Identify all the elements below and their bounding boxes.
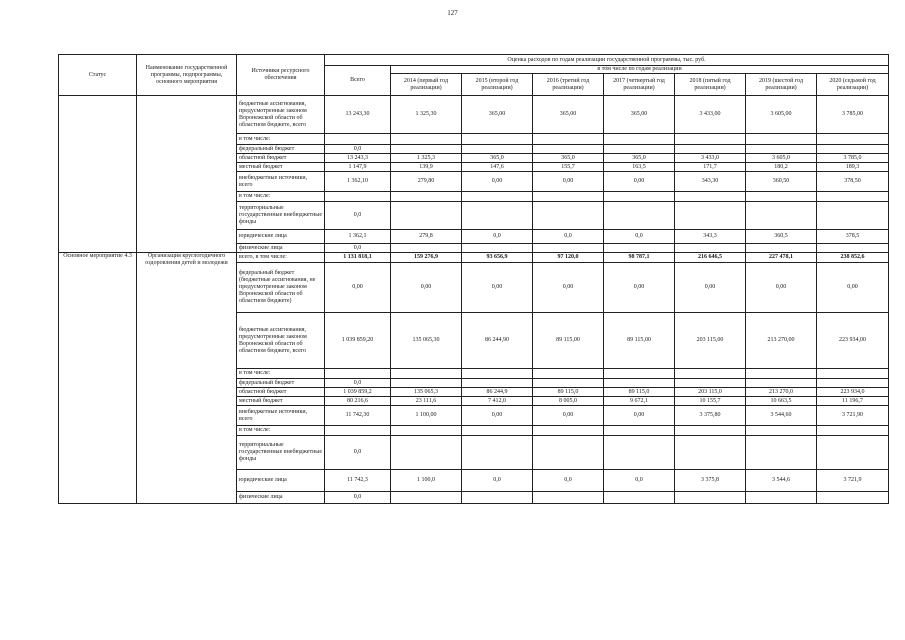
total-value: 0,0 — [325, 492, 391, 504]
header-year: 2017 (четвертый год реализации) — [604, 74, 675, 96]
year-value — [462, 145, 533, 154]
year-value: 1 325,30 — [391, 96, 462, 134]
source-label: территориальные государственные внебюджетные фонды — [237, 202, 325, 230]
year-value: 0,0 — [462, 230, 533, 244]
year-value: 171,7 — [675, 163, 746, 172]
year-value: 97 120,0 — [533, 253, 604, 263]
year-value — [391, 492, 462, 504]
year-value — [746, 492, 817, 504]
year-value: 0,00 — [462, 406, 533, 426]
total-value: 0,00 — [325, 263, 391, 313]
year-value — [604, 369, 675, 379]
total-value: 11 742,3 — [325, 470, 391, 492]
year-value — [533, 244, 604, 253]
year-value — [604, 436, 675, 470]
year-value — [462, 369, 533, 379]
year-value — [604, 134, 675, 145]
year-value — [391, 436, 462, 470]
year-value: 343,3 — [675, 230, 746, 244]
year-value: 135 065,3 — [391, 388, 462, 397]
source-label: всего, в том числе: — [237, 253, 325, 263]
year-value: 0,0 — [462, 470, 533, 492]
source-label: областной бюджет — [237, 388, 325, 397]
source-label: местный бюджет — [237, 397, 325, 406]
year-value: 0,00 — [817, 263, 889, 313]
source-label: внебюджетные источники, всего — [237, 406, 325, 426]
year-value — [533, 379, 604, 388]
year-value: 279,8 — [391, 230, 462, 244]
year-value: 0,00 — [604, 406, 675, 426]
year-value: 135 065,30 — [391, 313, 462, 369]
year-value — [533, 134, 604, 145]
year-value: 0,00 — [746, 263, 817, 313]
year-value: 11 196,7 — [817, 397, 889, 406]
year-value — [746, 244, 817, 253]
header-year: 2015 (второй год реализации) — [462, 74, 533, 96]
year-value: 1 325,3 — [391, 154, 462, 163]
year-value — [391, 244, 462, 253]
year-value: 3 605,0 — [746, 154, 817, 163]
year-value: 203 115,00 — [675, 313, 746, 369]
source-label: федеральный бюджет — [237, 145, 325, 154]
year-value — [746, 145, 817, 154]
year-value — [533, 436, 604, 470]
year-value: 227 478,1 — [746, 253, 817, 263]
year-value: 0,00 — [462, 263, 533, 313]
total-value — [325, 192, 391, 202]
total-value: 13 243,30 — [325, 96, 391, 134]
total-value: 1 131 818,1 — [325, 253, 391, 263]
year-value: 10 155,7 — [675, 397, 746, 406]
year-value — [746, 436, 817, 470]
year-value: 3 721,9 — [817, 470, 889, 492]
row-name — [137, 96, 237, 253]
year-value — [533, 369, 604, 379]
year-value: 180,2 — [746, 163, 817, 172]
source-label: в том числе: — [237, 369, 325, 379]
year-value: 0,00 — [533, 406, 604, 426]
year-value: 1 100,00 — [391, 406, 462, 426]
year-value — [746, 192, 817, 202]
total-value — [325, 426, 391, 436]
year-value: 189,3 — [817, 163, 889, 172]
header-name: Наименование государственной программы, подпрограммы, основного мероприятия — [137, 55, 237, 96]
total-value: 0,0 — [325, 202, 391, 230]
year-value — [675, 244, 746, 253]
header-status: Статус — [59, 55, 137, 96]
source-label: бюджетные ассигнования, предусмотренные законом Воронежской области об областном бюджете, всего — [237, 313, 325, 369]
year-value — [675, 192, 746, 202]
year-value: 365,00 — [604, 96, 675, 134]
source-label: физические лица — [237, 244, 325, 253]
table-row — [59, 253, 889, 263]
year-value: 223 934,0 — [817, 388, 889, 397]
year-value: 343,30 — [675, 172, 746, 192]
year-value: 213 270,00 — [746, 313, 817, 369]
source-label: в том числе: — [237, 426, 325, 436]
year-value: 3 433,00 — [675, 96, 746, 134]
year-value: 0,00 — [604, 172, 675, 192]
year-value — [675, 426, 746, 436]
year-value: 213 270,0 — [746, 388, 817, 397]
year-value — [817, 426, 889, 436]
year-value: 378,5 — [817, 230, 889, 244]
year-value: 7 412,0 — [462, 397, 533, 406]
year-value — [604, 244, 675, 253]
year-value — [533, 145, 604, 154]
year-value — [462, 436, 533, 470]
header-year: 2020 (седьмой год реализации) — [817, 74, 889, 96]
year-value: 23 111,6 — [391, 397, 462, 406]
year-value: 3 785,00 — [817, 96, 889, 134]
page-number: 127 — [447, 9, 458, 17]
year-value: 3 433,0 — [675, 154, 746, 163]
total-value: 1 039 859,2 — [325, 388, 391, 397]
year-value — [604, 492, 675, 504]
year-value — [746, 202, 817, 230]
total-value: 0,0 — [325, 379, 391, 388]
source-label: внебюджетные источники, всего — [237, 172, 325, 192]
year-value: 0,00 — [462, 172, 533, 192]
year-value: 360,50 — [746, 172, 817, 192]
year-value: 0,00 — [533, 263, 604, 313]
year-value: 216 646,5 — [675, 253, 746, 263]
year-value — [675, 369, 746, 379]
total-value: 0,0 — [325, 145, 391, 154]
source-label: местный бюджет — [237, 163, 325, 172]
table-row — [59, 96, 889, 134]
year-value: 89 115,0 — [604, 388, 675, 397]
total-value — [325, 134, 391, 145]
year-value — [462, 244, 533, 253]
year-value — [675, 202, 746, 230]
header-year: 2014 (первый год реализации) — [391, 74, 462, 96]
year-value — [817, 379, 889, 388]
year-value — [604, 202, 675, 230]
year-value — [817, 436, 889, 470]
year-value — [675, 145, 746, 154]
year-value: 86 244,9 — [462, 388, 533, 397]
year-value — [746, 134, 817, 145]
year-value — [817, 369, 889, 379]
year-value: 3 605,00 — [746, 96, 817, 134]
year-value — [391, 145, 462, 154]
year-value — [462, 134, 533, 145]
year-value — [391, 369, 462, 379]
year-value: 8 005,0 — [533, 397, 604, 406]
year-value: 279,80 — [391, 172, 462, 192]
header-estimate: Оценка расходов по годам реализации государственной программы, тыс. руб. — [325, 55, 889, 66]
year-value: 365,0 — [604, 154, 675, 163]
year-value — [604, 379, 675, 388]
row-name: Организация круглогодичного оздоровления детей и молодежи — [137, 253, 237, 504]
year-value: 360,5 — [746, 230, 817, 244]
year-value — [533, 202, 604, 230]
total-value: 13 243,3 — [325, 154, 391, 163]
year-value — [604, 192, 675, 202]
table-header — [59, 55, 889, 96]
source-label: областной бюджет — [237, 154, 325, 163]
year-value: 159 276,9 — [391, 253, 462, 263]
total-value: 1 362,10 — [325, 172, 391, 192]
year-value — [533, 492, 604, 504]
year-value: 365,0 — [462, 154, 533, 163]
total-value: 0,0 — [325, 244, 391, 253]
year-value: 238 852,6 — [817, 253, 889, 263]
year-value: 86 244,90 — [462, 313, 533, 369]
year-value: 147,6 — [462, 163, 533, 172]
year-value: 3 785,0 — [817, 154, 889, 163]
year-value: 0,00 — [675, 263, 746, 313]
year-value: 0,0 — [533, 470, 604, 492]
year-value — [533, 192, 604, 202]
year-value — [817, 134, 889, 145]
year-value: 0,0 — [604, 230, 675, 244]
year-value: 3 544,60 — [746, 406, 817, 426]
year-value: 203 115,0 — [675, 388, 746, 397]
total-value: 1 362,1 — [325, 230, 391, 244]
year-value — [391, 379, 462, 388]
year-value — [675, 492, 746, 504]
year-value — [391, 426, 462, 436]
year-value: 155,7 — [533, 163, 604, 172]
year-value: 0,00 — [604, 263, 675, 313]
year-value: 0,00 — [533, 172, 604, 192]
source-label: федеральный бюджет — [237, 379, 325, 388]
year-value: 0,00 — [391, 263, 462, 313]
year-value — [817, 192, 889, 202]
year-value: 3 375,8 — [675, 470, 746, 492]
year-value — [604, 145, 675, 154]
year-value: 139,9 — [391, 163, 462, 172]
source-label: физические лица — [237, 492, 325, 504]
source-label: федеральный бюджет (бюджетные ассигнования, не предусмотренные законом Воронежской области об областном бюджете) — [237, 263, 325, 313]
total-value — [325, 369, 391, 379]
source-label: бюджетные ассигнования, предусмотренные законом Воронежской области об областном бюджете, всего — [237, 96, 325, 134]
total-value: 80 216,6 — [325, 397, 391, 406]
year-value: 0,0 — [604, 470, 675, 492]
year-value: 93 656,9 — [462, 253, 533, 263]
year-value — [604, 426, 675, 436]
budget-table — [58, 54, 889, 504]
year-value — [462, 426, 533, 436]
year-value — [462, 379, 533, 388]
total-value: 1 039 859,20 — [325, 313, 391, 369]
year-value: 9 672,1 — [604, 397, 675, 406]
year-value — [817, 492, 889, 504]
row-status — [59, 96, 137, 253]
year-value: 3 375,80 — [675, 406, 746, 426]
year-value — [746, 369, 817, 379]
header-total: Всего — [325, 66, 391, 96]
year-value — [533, 426, 604, 436]
year-value — [817, 244, 889, 253]
header-year: 2016 (третий год реализации) — [533, 74, 604, 96]
year-value: 0,0 — [533, 230, 604, 244]
source-label: в том числе: — [237, 192, 325, 202]
year-value — [462, 202, 533, 230]
header-year: 2018 (пятый год реализации) — [675, 74, 746, 96]
total-value: 0,0 — [325, 436, 391, 470]
year-value: 89 115,00 — [533, 313, 604, 369]
year-value — [817, 145, 889, 154]
year-value: 223 934,00 — [817, 313, 889, 369]
year-value: 98 787,1 — [604, 253, 675, 263]
year-value — [675, 134, 746, 145]
year-value: 89 115,00 — [604, 313, 675, 369]
year-value: 89 115,0 — [533, 388, 604, 397]
year-value — [391, 134, 462, 145]
year-value — [462, 492, 533, 504]
header-year: 2019 (шестой год реализации) — [746, 74, 817, 96]
year-value: 3 721,90 — [817, 406, 889, 426]
row-status: Основное мероприятие 4.3 — [59, 253, 137, 504]
table-body — [59, 96, 889, 504]
year-value: 365,00 — [533, 96, 604, 134]
total-value: 1 147,9 — [325, 163, 391, 172]
source-label: территориальные государственные внебюджетные фонды — [237, 436, 325, 470]
year-value — [391, 202, 462, 230]
source-label: юридические лица — [237, 230, 325, 244]
year-value: 163,5 — [604, 163, 675, 172]
year-value: 3 544,6 — [746, 470, 817, 492]
year-value — [675, 436, 746, 470]
year-value — [817, 202, 889, 230]
year-value: 1 100,0 — [391, 470, 462, 492]
year-value — [462, 192, 533, 202]
year-value: 378,50 — [817, 172, 889, 192]
year-value — [746, 426, 817, 436]
header-including: в том числе по годам реализации — [391, 66, 889, 74]
total-value: 11 742,30 — [325, 406, 391, 426]
header-source: Источники ресурсного обеспечения — [237, 55, 325, 96]
year-value: 10 663,5 — [746, 397, 817, 406]
source-label: юридические лица — [237, 470, 325, 492]
source-label: в том числе: — [237, 134, 325, 145]
year-value: 365,00 — [462, 96, 533, 134]
year-value: 365,0 — [533, 154, 604, 163]
year-value — [675, 379, 746, 388]
year-value — [746, 379, 817, 388]
year-value — [391, 192, 462, 202]
